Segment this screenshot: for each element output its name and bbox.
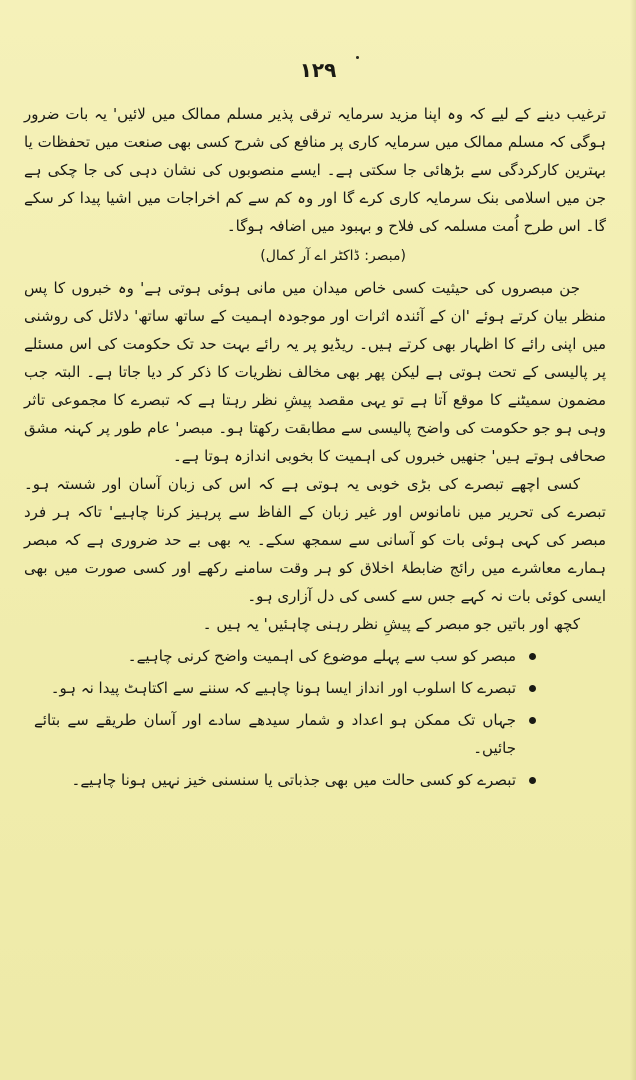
- list-item: [34, 766, 536, 794]
- list-item-text: جہاں تک ممکن ہو اعداد و شمار سیدھے سادے اور آسان طریقے سے بتائے جائیں۔: [34, 711, 516, 757]
- list-item: [34, 642, 536, 670]
- page-number: ۱۲۹: [299, 58, 337, 82]
- guidelines-list: [24, 642, 606, 794]
- list-item: [34, 706, 536, 762]
- list-item-text: تبصرے کا اسلوب اور انداز ایسا ہونا چاہیے کہ سننے سے اکتاہٹ پیدا نہ ہو۔: [50, 679, 516, 697]
- list-item: [34, 674, 536, 702]
- paragraph-good-commentary: کسی اچھے تبصرے کی بڑی خوبی یہ ہوتی ہے کہ اس کی زبان آسان اور شستہ ہو۔ تبصرے کی تحریر میں نامانوس اور غیر زبان کے الفاظ سے پرہیز کرنا چاہیے' تاکہ ہر فرد مبصر کی کہی ہوئی بات کو آسانی سے سمجھ سکے۔ یہ بھی بے حد ضروری ہے کہ مبصر ہمارے معاشرے میں رائج ضابطۂ اخلاق کو ہر وقت سامنے رکھے اور کسی صورت میں بھی ایسی کوئی بات نہ کہے جس سے کسی کی دل آزاری ہو۔: [24, 475, 606, 605]
- paragraph-investment: ترغیب دینے کے لیے کہ وہ اپنا مزید سرمایہ ترقی پذیر مسلم ممالک میں لائیں' یہ بات ضرور ہوگی کہ مسلم ممالک میں سرمایہ کاری پر منافع کی شرح کسی بھی صنعت میں تحفظات یا بہترین کارکردگی سے بڑھائی جا سکتی ہے۔ ایسے منصوبوں کی نشان دہی کی جا چکی ہے جن میں اسلامی بنک سرمایہ کاری کرے گا اور وہ کم سے کم اخراجات میں اشیا پیدا کر سکے گا۔ اس طرح اُمت مسلمہ کی فلاح و بہبود میں اضافہ ہوگا۔: [24, 105, 606, 235]
- bullet-icon: [529, 653, 536, 660]
- page-body: [24, 100, 606, 798]
- paragraph-list-intro: کچھ اور باتیں جو مبصر کے پیشِ نظر رہنی چاہئیں' یہ ہیں ۔: [202, 615, 580, 633]
- paragraph-commentators: جن مبصروں کی حیثیت کسی خاص میدان میں مانی ہوئی ہوتی ہے' وہ خبروں کا پس منظر بیان کرتے ہوئے 'ان کے آئندہ اثرات اور موجودہ اہمیت کے ساتھ ساتھ' دلائل کی روشنی میں اپنی رائے کا اظہار بھی کرتے ہیں۔ ریڈیو پر یہ رائے بہت حد تک حکومت کی اس مسئلے پر پالیسی کے تحت ہوتی ہے لیکن پھر بھی مخالف نظریات کا ذکر کر دیا جاتا ہے۔ البتہ جب مضمون سمیٹنے کا موقع آتا ہے تو یہی مقصد پیشِ نظر رہتا ہے کہ تبصرے کا مجموعی تاثر وہی ہو جو حکومت کی واضح پالیسی سے مطابقت رکھتا ہو۔ مبصر' عام طور پر کہنہ مشق صحافی ہوتے ہیں' جنھیں خبروں کی اہمیت کا بخوبی اندازہ ہوتا ہے۔: [24, 279, 606, 465]
- bullet-icon: [529, 685, 536, 692]
- author-byline: (مبصر: ڈاکٹر اے آر کمال): [260, 248, 406, 264]
- page-edge-shadow: [630, 0, 636, 1080]
- bullet-icon: [529, 717, 536, 724]
- bullet-icon: [529, 777, 536, 784]
- list-item-text: تبصرے کو کسی حالت میں بھی جذباتی یا سنسنی خیز نہیں ہونا چاہیے۔: [71, 771, 516, 789]
- list-item-text: مبصر کو سب سے پہلے موضوع کی اہمیت واضح کرنی چاہیے۔: [127, 647, 516, 665]
